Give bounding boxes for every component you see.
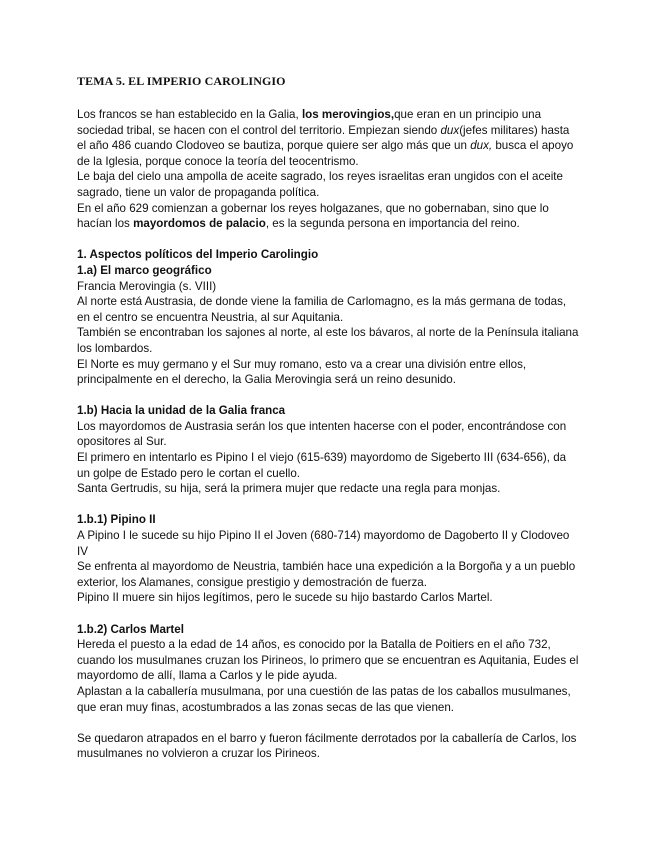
paragraph-line: El Norte es muy germano y el Sur muy romano, esto va a crear una división entre ellos, principalmente en el derecho, la Galia Merovingia será un reino desunido. [77, 357, 527, 387]
intro-paragraph-1 [77, 107, 581, 169]
paragraph-line: A Pipino I le sucede su hijo Pipino II el Joven (680-714) mayordomo de Dagoberto II y Clodoveo IV [77, 529, 570, 558]
paragraph-line: También se encontraban los sajones al norte, al este los bávaros, al norte de la Península italiana los lombardos. [77, 326, 579, 355]
subsection-heading: 1.b.1) Pipino II [77, 513, 156, 527]
intro-bold-mayordomos: mayordomos de palacio [133, 217, 266, 231]
intro-italic-dux: dux [440, 123, 460, 137]
intro-text: , es la segunda persona en importancia del reino. [265, 217, 520, 231]
subsection-heading: 1.b.2) Carlos Martel [77, 622, 184, 636]
intro-bold-merovingios: los merovingios, [301, 108, 395, 121]
intro-paragraph-2: Le baja del cielo una ampolla de aceite sagrado, los reyes israelitas eran ungidos con el aceite sagrado, tiene un valor de propaganda política. [77, 170, 563, 199]
paragraph-line: Hereda el puesto a la edad de 14 años, es conocido por la Batalla de Poitiers en el año 732, cuando los musulmanes cruzan los Pirineos, lo primero que se encuentran es Aquitania, Eudes el mayordomo de allí, llama a Carlos y le pide ayuda. [77, 638, 579, 683]
paragraph-line: Francia Merovingia (s. VIII) [77, 279, 217, 293]
spacer [77, 497, 581, 513]
intro-text: (jefes militares) hasta el año 486 cuando Clodoveo se bautiza, porque quiere ser algo más que un [77, 123, 570, 153]
subsection-heading: 1.a) El marco geográfico [77, 263, 212, 277]
spacer [77, 715, 581, 731]
intro-paragraph-3 [77, 201, 581, 232]
spacer [77, 232, 581, 248]
paragraph-line: El primero en intentarlo es Pipino I el viejo (615-639) mayordomo de Sigeberto III (634-656), da un golpe de Estado pero le cortan el cuello. [77, 451, 567, 480]
paragraph-line: Se enfrenta al mayordomo de Neustria, también hace una expedición a la Borgoña y a un pueblo exterior, los Alamanes, consigue prestigio y demostración de fuerza. [77, 560, 576, 589]
paragraph-line: Aplastan a la caballería musulmana, por una cuestión de las patas de los caballos musulmanes, que eran muy finas, acostumbrados a las zonas secas de las que vienen. [77, 684, 571, 714]
spacer [77, 388, 581, 404]
document-title: TEMA 5. EL IMPERIO CAROLINGIO [77, 74, 286, 88]
intro-text: Los francos se han establecido en la Galia, [77, 108, 302, 121]
section-heading: 1. Aspectos políticos del Imperio Carolingio [77, 248, 319, 262]
intro-text: En el año 629 comienzan a gobernar los reyes holgazanes, que no gobernaban, sino que lo hacían los [77, 201, 549, 231]
paragraph-line: Santa Gertrudis, su hija, será la primera mujer que redacte una regla para monjas. [77, 482, 501, 496]
paragraph-line: Pipino II muere sin hijos legítimos, pero le sucede su hijo bastardo Carlos Martel. [77, 591, 493, 605]
spacer [77, 606, 581, 622]
subsection-heading: 1.b) Hacia la unidad de la Galia franca [77, 404, 286, 418]
intro-italic-dux: dux, [470, 139, 493, 153]
paragraph-line: Los mayordomos de Austrasia serán los que intenten hacerse con el poder, encontrándose con opositores al Sur. [77, 419, 567, 449]
paragraph-line: Se quedaron atrapados en el barro y fueron fácilmente derrotados por la caballería de Carlos, los musulmanes no volvieron a cruzar los Pirineos. [77, 731, 577, 761]
intro-text: que eran en un principio una sociedad tribal, se hacen con el control del territorio. Empiezan siendo [77, 108, 542, 137]
paragraph-line: Al norte está Austrasia, de donde viene la familia de Carlomagno, es la más germana de todas, en el centro se encuentra Neustria, al sur Aquitania. [77, 295, 567, 324]
intro-text: busca el apoyo de la Iglesia, porque conoce la teoría del teocentrismo. [77, 139, 574, 168]
